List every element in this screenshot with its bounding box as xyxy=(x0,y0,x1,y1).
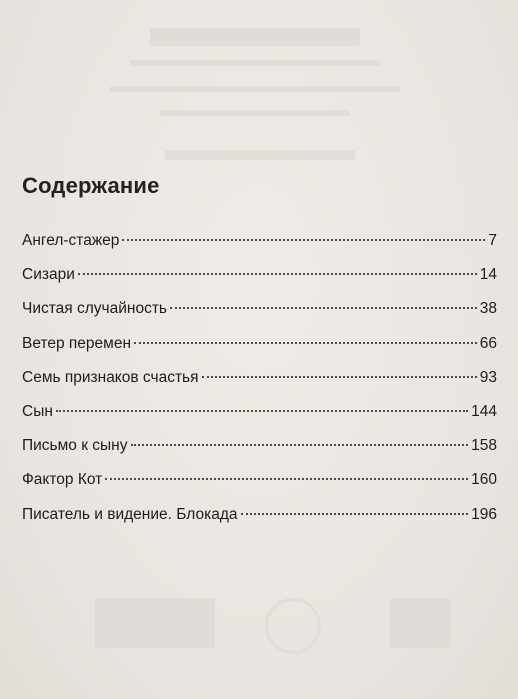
toc-entry-page: 7 xyxy=(488,232,497,249)
dot-leader xyxy=(134,342,477,344)
toc-entry-page: 158 xyxy=(471,437,497,455)
toc-entry xyxy=(22,429,497,463)
show-through-mark xyxy=(150,28,360,46)
show-through-mark xyxy=(160,110,350,116)
toc-entry-page: 38 xyxy=(479,300,497,318)
page-title: Содержание xyxy=(22,173,160,198)
toc-entry-title: Писатель и видение. Блокада xyxy=(22,505,238,523)
toc-entry-page: 66 xyxy=(479,334,497,352)
toc-entry-page: 14 xyxy=(479,266,497,284)
toc-entry xyxy=(22,463,497,497)
toc-entry-page: 144 xyxy=(471,402,497,420)
show-through-mark xyxy=(130,60,380,66)
toc-entry-page: 93 xyxy=(479,368,497,386)
toc-entry xyxy=(22,292,497,326)
dot-leader xyxy=(202,376,477,378)
toc-entry xyxy=(22,361,497,395)
toc-entry-title: Ангел-стажер xyxy=(22,232,120,249)
show-through-age-mark xyxy=(265,598,321,654)
toc-entry-title: Письмо к сыну xyxy=(22,437,128,455)
show-through-mark xyxy=(390,598,450,648)
dot-leader xyxy=(105,478,468,480)
toc-entry-title: Семь признаков счастья xyxy=(22,368,199,386)
dot-leader xyxy=(241,513,469,515)
toc-entry-title: Сын xyxy=(22,402,53,420)
table-of-contents xyxy=(22,224,497,532)
dot-leader xyxy=(170,307,477,309)
toc-entry-title: Фактор Кот xyxy=(22,471,103,489)
show-through-mark xyxy=(165,150,355,160)
dot-leader xyxy=(78,273,477,275)
show-through-mark xyxy=(110,86,400,92)
toc-entry-page: 160 xyxy=(471,471,497,489)
toc-entry-title: Сизари xyxy=(22,266,75,284)
toc-entry xyxy=(22,498,497,532)
toc-entry xyxy=(22,258,497,292)
toc-entry xyxy=(22,395,497,429)
toc-entry xyxy=(22,224,497,258)
dot-leader xyxy=(131,444,469,446)
toc-entry-title: Ветер перемен xyxy=(22,334,132,352)
toc-entry xyxy=(22,327,497,361)
dot-leader xyxy=(122,239,485,241)
show-through-mark xyxy=(95,598,215,648)
dot-leader xyxy=(56,410,468,412)
toc-entry-title: Чистая случайность xyxy=(22,300,167,318)
toc-entry-page: 196 xyxy=(471,505,497,523)
